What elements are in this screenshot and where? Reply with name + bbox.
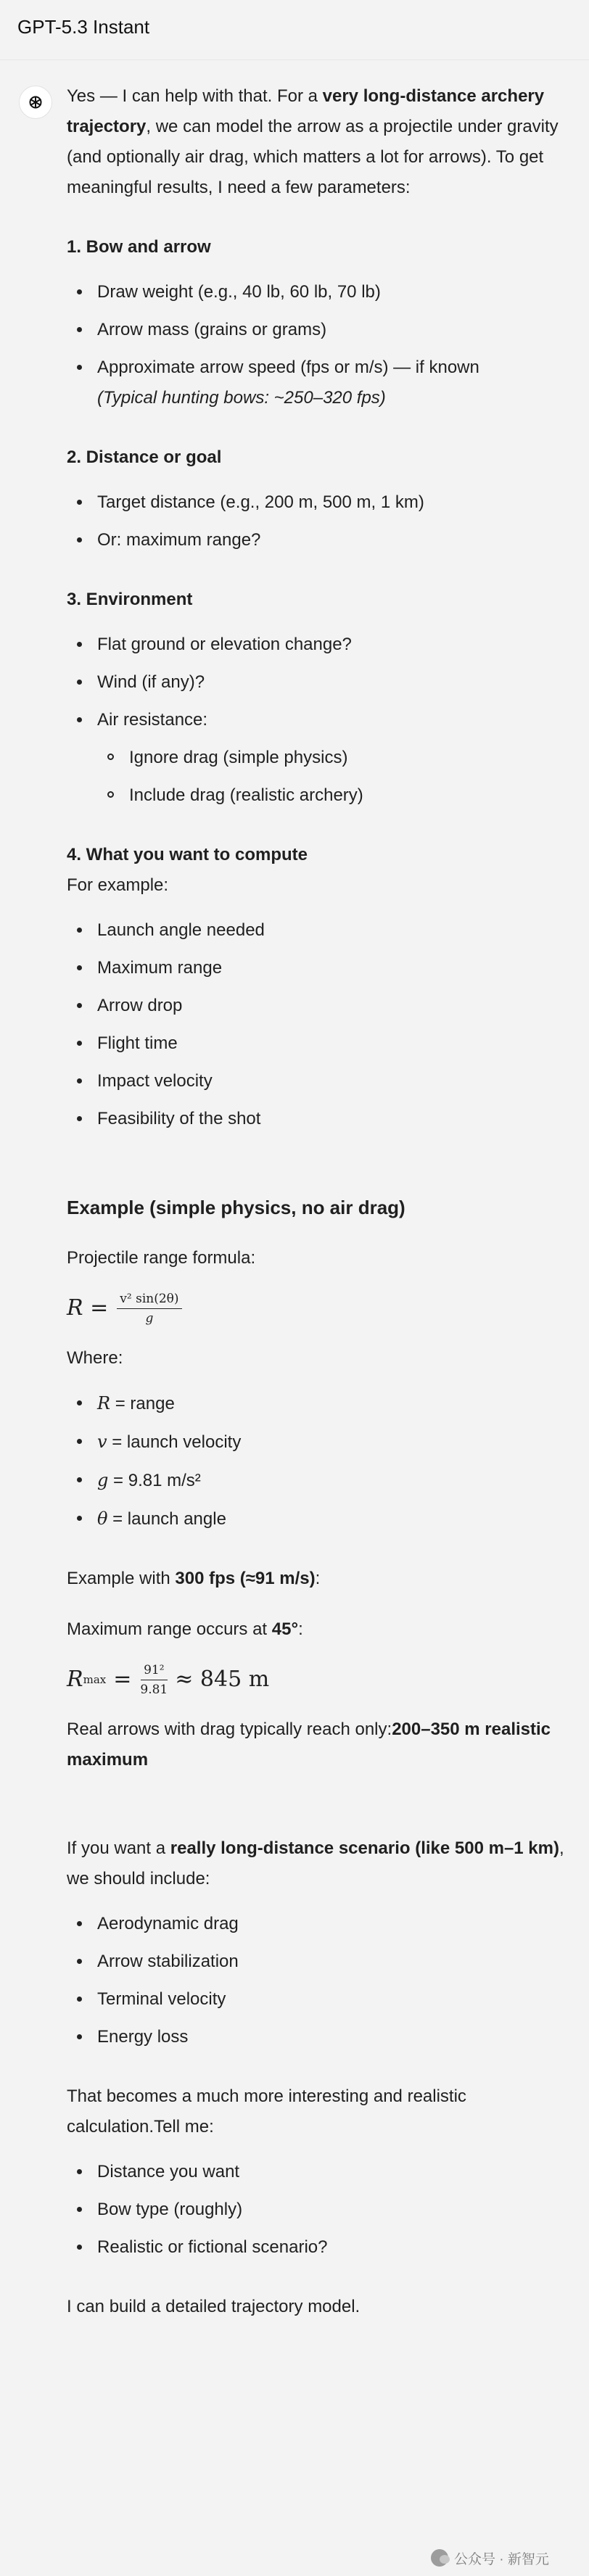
tell-me-list [67, 2157, 567, 2263]
list-item: Maximum range [67, 953, 567, 983]
list-item: Flat ground or elevation change? [67, 629, 567, 660]
example-title: Example (simple physics, no air drag) [67, 1197, 405, 1218]
wechat-icon [431, 2549, 448, 2567]
range-formula: R = $\frac{\text{v² sin(2θ)}}{g}$ [67, 1273, 567, 1343]
model-title[interactable]: GPT-5.3 Instant [17, 16, 150, 38]
section-title-compute: 4. What you want to compute [67, 845, 308, 864]
formula-lead: Projectile range formula: [67, 1248, 256, 1268]
top-bar [0, 0, 589, 60]
where-label: Where: [67, 1348, 123, 1368]
watermark: 公众号 · 新智元 [431, 2547, 585, 2569]
long-distance-lead: If you want a really long-distance scenario (like 500 m–1 km), we should include: [67, 1838, 564, 1888]
variable-item: θ = launch angle [67, 1503, 567, 1535]
assistant-message [67, 81, 567, 2322]
list-item: Feasibility of the shot [67, 1104, 567, 1134]
max-range-line: Maximum range occurs at 45°: [67, 1619, 303, 1639]
list-item: Air resistance: [67, 705, 567, 735]
conclusion-paragraph: That becomes a much more interesting and realistic calculation.Tell me: [67, 2086, 466, 2137]
compute-list [67, 915, 567, 1134]
list-item: Flight time [67, 1028, 567, 1059]
range-fraction: $\frac{\text{v² sin(2θ)}}{g}$ [117, 1292, 181, 1326]
list-item: Target distance (e.g., 200 m, 500 m, 1 km) [67, 487, 567, 518]
list-item: Arrow stabilization [67, 1947, 567, 1977]
intro-paragraph: Yes — I can help with that. For a very long-distance archery trajectory, we can model the arrow as a projectile under gravity (and optionally air drag, which matters a lot for arrows). To get meaningful results, I need a few parameters: [67, 86, 559, 197]
list-item: Terminal velocity [67, 1984, 567, 2015]
variable-list [67, 1388, 567, 1535]
list-item: Energy loss [67, 2022, 567, 2052]
section-title-distance: 2. Distance or goal [67, 447, 222, 467]
section-title-bow-arrow: 1. Bow and arrow [67, 237, 211, 257]
list-item: Impact velocity [67, 1066, 567, 1097]
section-title-environment: 3. Environment [67, 590, 193, 609]
variable-item: v = launch velocity [67, 1427, 567, 1458]
list-item: Draw weight (e.g., 40 lb, 60 lb, 70 lb) [67, 277, 567, 307]
long-distance-list [67, 1909, 567, 2052]
arrow-speed-note: (Typical hunting bows: ~250–320 fps) [97, 388, 386, 408]
list-item: Bow type (roughly) [67, 2195, 567, 2225]
environment-list [67, 629, 567, 811]
list-item: Distance you want [67, 2157, 567, 2187]
list-item: Aerodynamic drag [67, 1909, 567, 1939]
distance-list [67, 487, 567, 556]
list-item: Realistic or fictional scenario? [67, 2232, 567, 2263]
closing-paragraph: I can build a detailed trajectory model. [67, 2297, 361, 2316]
list-item: Approximate arrow speed (fps or m/s) — if known (Typical hunting bows: ~250–320 fps) [67, 352, 567, 413]
realistic-range-note: Real arrows with drag typically reach only:200–350 m realistic maximum [67, 1720, 551, 1770]
sub-list-item: Include drag (realistic archery) [67, 780, 567, 811]
variable-item: R = range [67, 1388, 567, 1419]
max-range-formula: R max = $\frac{\text{91²}}{9.81}$ ≈ 845 m [67, 1662, 270, 1697]
variable-item: g = 9.81 m/s² [67, 1465, 567, 1496]
assistant-avatar [19, 86, 52, 119]
list-item: Wind (if any)? [67, 667, 567, 698]
sub-list-item: Ignore drag (simple physics) [67, 743, 567, 773]
speed-example: Example with 300 fps (≈91 m/s): [67, 1569, 321, 1588]
bow-arrow-list [67, 277, 567, 413]
list-item: Arrow drop [67, 991, 567, 1021]
max-range-fraction: $\frac{\text{91²}}{9.81}$ [140, 1662, 168, 1697]
compute-lead: For example: [67, 875, 169, 895]
list-item: Launch angle needed [67, 915, 567, 946]
list-item: Or: maximum range? [67, 525, 567, 556]
openai-logo-icon [25, 92, 46, 112]
list-item: Arrow mass (grains or grams) [67, 315, 567, 345]
